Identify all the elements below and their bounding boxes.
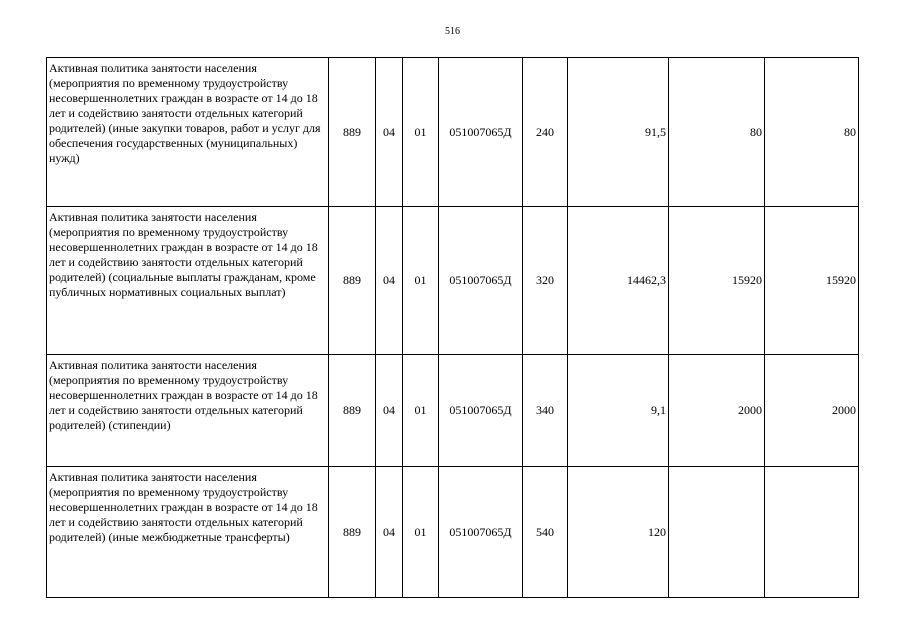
table-row [47,58,859,207]
amount-year-3: 2000 [765,355,859,467]
subsection-code: 01 [403,58,439,207]
budget-table [46,57,859,598]
target-article-code: 051007065Д [439,207,523,355]
subsection-code: 01 [403,467,439,598]
ministry-code: 889 [329,207,376,355]
table-row [47,355,859,467]
table-row [47,207,859,355]
ministry-code: 889 [329,467,376,598]
row-description: Активная политика занятости населения (мероприятия по временному трудоустройству несовершеннолетних граждан в возрасте от 14 до 18 лет и содействию занятости отдельных категорий родителей) (иные межбюджетные трансферты) [47,467,329,598]
section-code: 04 [376,58,403,207]
ministry-code: 889 [329,58,376,207]
ministry-code: 889 [329,355,376,467]
table-row [47,467,859,598]
expense-type-code: 340 [523,355,568,467]
target-article-code: 051007065Д [439,58,523,207]
amount-year-3: 80 [765,58,859,207]
amount-year-1: 120 [568,467,669,598]
amount-year-2: 80 [669,58,765,207]
amount-year-3 [765,467,859,598]
amount-year-1: 14462,3 [568,207,669,355]
expense-type-code: 320 [523,207,568,355]
row-description: Активная политика занятости населения (мероприятия по временному трудоустройству несовершеннолетних граждан в возрасте от 14 до 18 лет и содействию занятости отдельных категорий родителей) (иные закупки товаров, работ и услуг для обеспечения государственных (муниципальных) нужд) [47,58,329,207]
amount-year-3: 15920 [765,207,859,355]
amount-year-2: 15920 [669,207,765,355]
page-number: 516 [445,26,460,37]
subsection-code: 01 [403,355,439,467]
row-description: Активная политика занятости населения (мероприятия по временному трудоустройству несовершеннолетних граждан в возрасте от 14 до 18 лет и содействию занятости отдельных категорий родителей) (социальные выплаты гражданам, кроме публичных нормативных социальных выплат) [47,207,329,355]
target-article-code: 051007065Д [439,355,523,467]
expense-type-code: 240 [523,58,568,207]
amount-year-1: 91,5 [568,58,669,207]
expense-type-code: 540 [523,467,568,598]
target-article-code: 051007065Д [439,467,523,598]
subsection-code: 01 [403,207,439,355]
amount-year-2: 2000 [669,355,765,467]
row-description: Активная политика занятости населения (мероприятия по временному трудоустройству несовершеннолетних граждан в возрасте от 14 до 18 лет и содействию занятости отдельных категорий родителей) (стипендии) [47,355,329,467]
amount-year-2 [669,467,765,598]
section-code: 04 [376,355,403,467]
amount-year-1: 9,1 [568,355,669,467]
section-code: 04 [376,207,403,355]
section-code: 04 [376,467,403,598]
